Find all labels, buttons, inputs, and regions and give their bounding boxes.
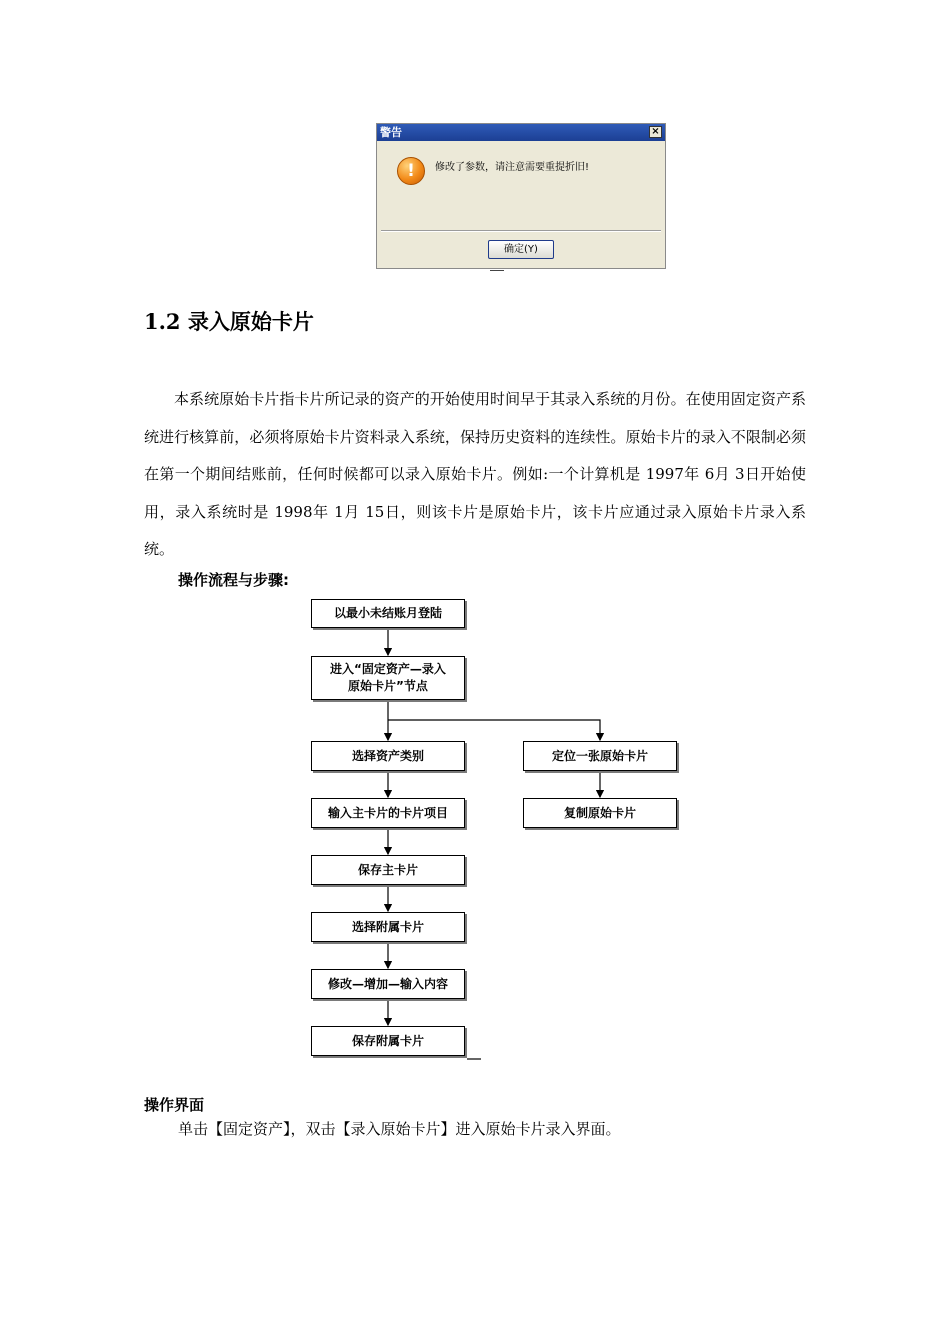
flow-step-enter-node-line2: 原始卡片”节点 [348,679,428,693]
flow-step-input-main-card: 输入主卡片的卡片项目 [311,798,465,828]
ok-button[interactable]: 确定(Y) [488,240,554,259]
flow-step-edit-content: 修改—增加—输入内容 [311,969,465,999]
dialog-title: 警告 [377,124,665,141]
flow-branch-copy-card: 复制原始卡片 [523,798,677,828]
flow-step-select-category: 选择资产类别 [311,741,465,771]
flow-step-enter-node [311,656,465,700]
warning-icon: ! [397,157,425,185]
flow-step-enter-node-line1: 进入“固定资产—录入 [330,662,446,676]
operation-title: 操作界面 [144,1096,205,1114]
dialog-message: 修改了参数，请注意需要重提折旧! [435,162,590,173]
close-icon[interactable]: × [649,126,662,138]
flow-step-save-main-card: 保存主卡片 [311,855,465,885]
flow-step-save-sub-card: 保存附属卡片 [311,1026,465,1056]
flow-branch-locate-card: 定位一张原始卡片 [523,741,677,771]
operation-text: 单击【固定资产】，双击【录入原始卡片】进入原始卡片录入界面。 [178,1120,621,1138]
arrow-2-branch [388,720,600,740]
flow-step-login: 以最小未结账月登陆 [311,599,465,628]
flow-label: 操作流程与步骤: [178,571,289,589]
body-paragraph: 本系统原始卡片指卡片所记录的资产的开始使用时间早于其录入系统的月份。在使用固定资产系统进行核算前，必须将原始卡片资料录入系统，保持历史资料的连续性。原始卡片的录入不限制必须在第一个期间结账前，任何时候都可以录入原始卡片。例如:一个计算机是 1997年 6月 3日开始使用，录入系统时是 1998年 1月 15日，则该卡片是原始卡片，该卡片应通过录入原始卡片录入系统。 [144,390,806,558]
flow-step-select-sub-card: 选择附属卡片 [311,912,465,942]
section-heading: 1.2 录入原始卡片 [144,309,314,334]
